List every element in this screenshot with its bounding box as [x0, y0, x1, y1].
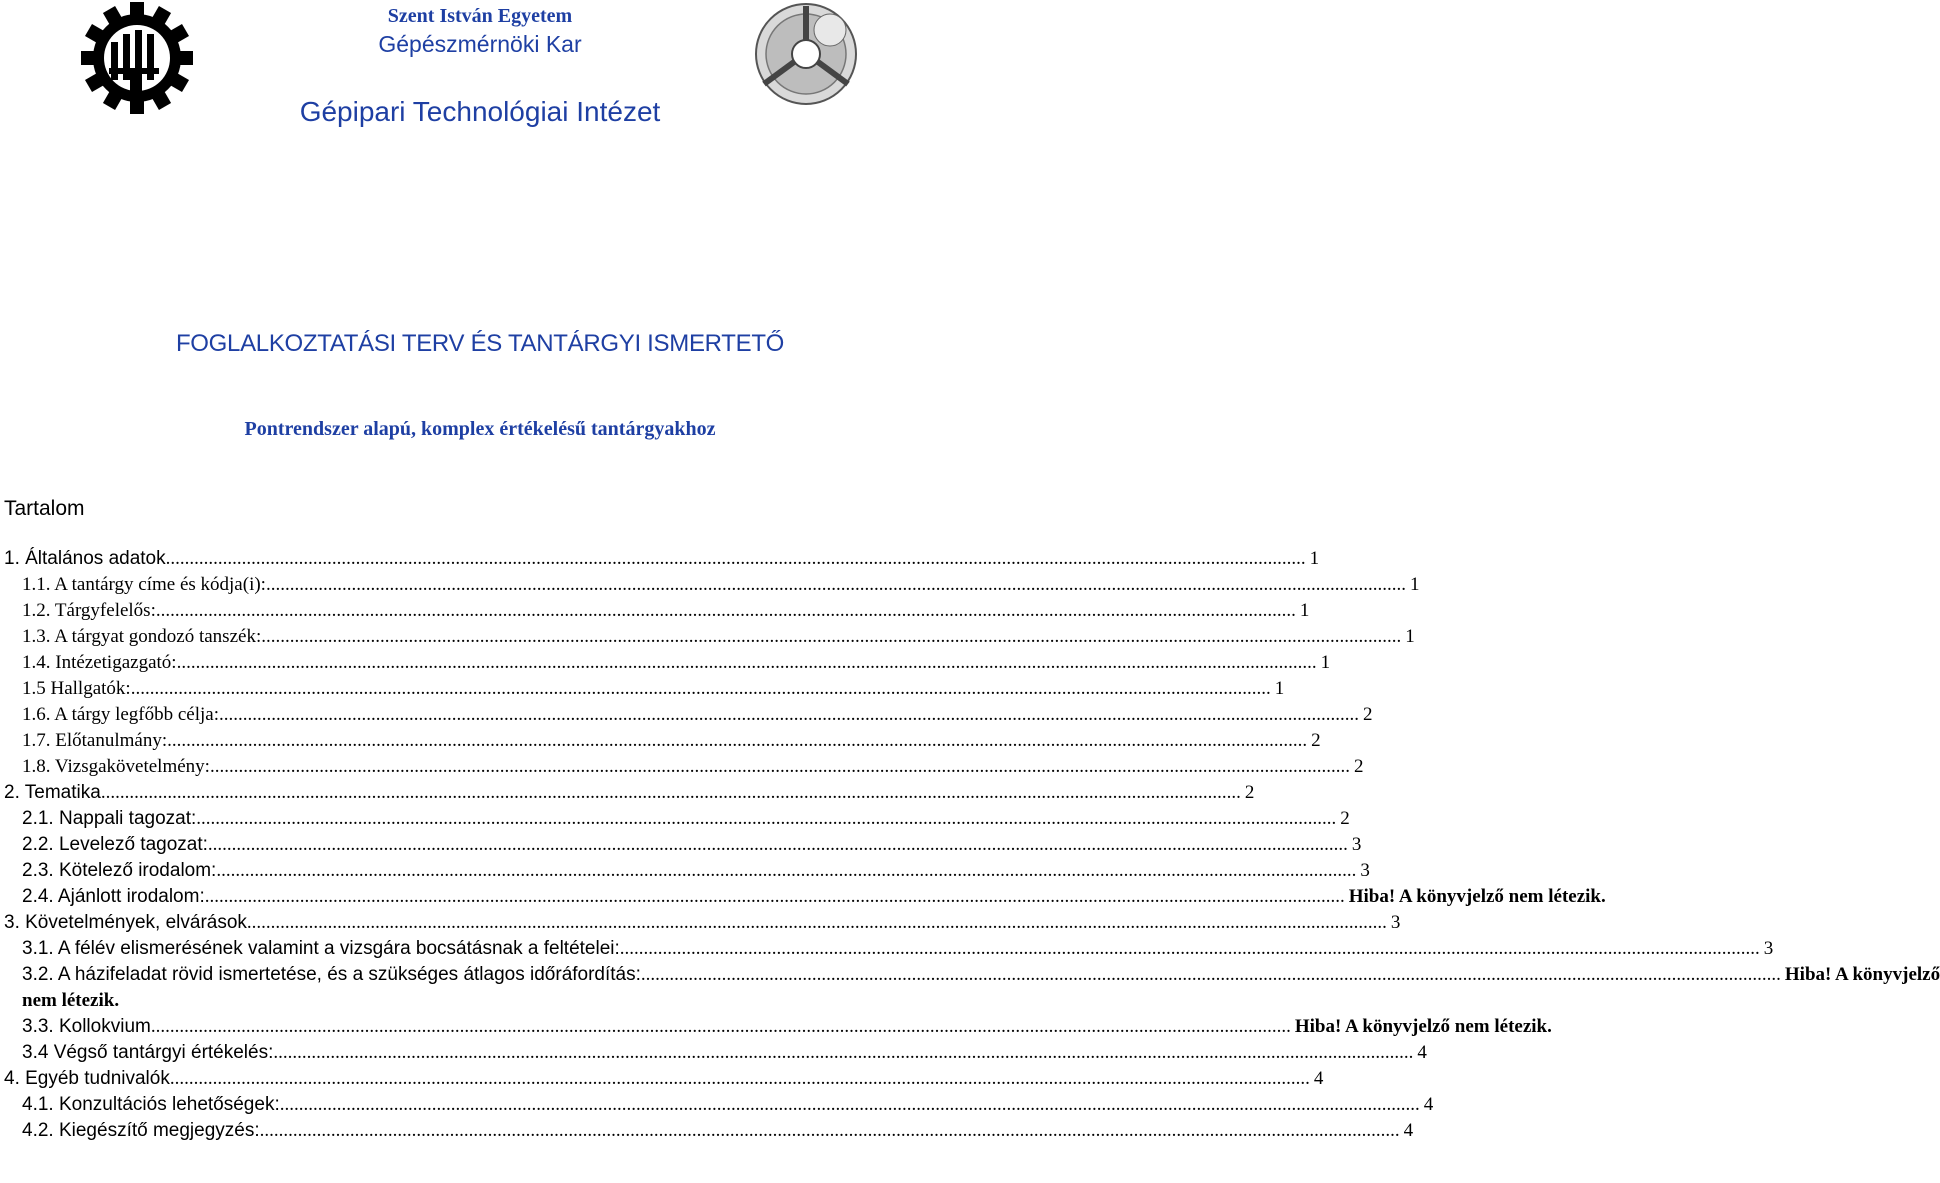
faculty-name: Gépészmérnöki Kar	[378, 31, 582, 57]
toc-entry[interactable]	[22, 754, 1364, 780]
toc-entry-label: 3. Követelmények, elvárások	[4, 912, 247, 933]
toc-entry[interactable]	[22, 832, 1362, 858]
toc-leader-dots	[167, 728, 1307, 754]
toc-entry[interactable]	[22, 936, 1774, 962]
toc-leader-dots	[280, 1092, 1420, 1118]
toc-entry[interactable]	[22, 858, 1370, 884]
toc-entry[interactable]	[22, 1092, 1434, 1118]
toc-leader-dots	[166, 546, 1306, 572]
toc-entry-page: 3	[1763, 938, 1774, 959]
toc-leader-dots	[156, 598, 1296, 624]
toc-entry-page: 2	[1244, 782, 1255, 803]
toc-entry-label: 3.4 Végső tantárgyi értékelés:	[22, 1042, 274, 1063]
toc-leader-dots	[205, 884, 1345, 910]
toc-entry-page: 1	[1309, 548, 1320, 569]
toc-leader-dots	[208, 832, 1348, 858]
university-name: Szent István Egyetem	[387, 5, 573, 27]
toc-leader-dots	[620, 936, 1760, 962]
toc-entry-page-error: Hiba! A könyvjelző nem létezik.	[1348, 886, 1606, 907]
toc-entry-page-error: Hiba! A könyvjelző nem létezik.	[1294, 1016, 1552, 1037]
toc-entry[interactable]	[4, 1066, 1324, 1092]
toc-entry-page: 3	[1390, 912, 1401, 933]
toc-entry-page-error: Hiba! A könyvjelző	[1784, 964, 1940, 985]
toc-entry[interactable]	[4, 910, 1401, 936]
toc-entry-page: 3	[1360, 860, 1370, 881]
toc-leader-dots	[219, 702, 1359, 728]
toc-entry-label: 1.6. A tárgy legfőbb célja:	[22, 704, 219, 725]
toc-entry-page: 2	[1311, 730, 1321, 751]
toc-leader-dots	[196, 806, 1336, 832]
document-subtitle: Pontrendszer alapú, komplex értékelésű tantárgyakhoz	[244, 418, 716, 440]
toc-entry-label: 2.1. Nappali tagozat:	[22, 808, 197, 829]
toc-entry[interactable]	[22, 884, 1606, 910]
toc-entry-label: 4.1. Konzultációs lehetőségek:	[22, 1094, 280, 1115]
toc-entry-label: 1.5 Hallgatók:	[22, 678, 131, 699]
toc-error-continuation: nem létezik.	[22, 990, 120, 1011]
toc-entry[interactable]	[22, 624, 1415, 650]
toc-leader-dots	[247, 910, 1387, 936]
toc-entry[interactable]	[22, 702, 1373, 728]
toc-entry-label: 1.4. Intézetigazgató:	[22, 652, 177, 673]
toc-entry-label: 1.3. A tárgyat gondozó tanszék:	[22, 626, 262, 647]
toc-entry[interactable]	[22, 806, 1350, 832]
toc-entry-page: 1	[1299, 600, 1310, 621]
toc-entry-page: 1	[1274, 678, 1285, 699]
toc-entry-page: 4	[1423, 1094, 1434, 1115]
toc-entry-page: 1	[1405, 626, 1415, 647]
toc-entry-page: 4	[1417, 1042, 1427, 1063]
toc-entry-label: 1.8. Vizsgakövetelmény:	[22, 756, 210, 777]
institute-name: Gépipari Technológiai Intézet	[299, 96, 661, 127]
toc-entry[interactable]	[22, 1118, 1414, 1144]
toc-entry-label: 3.2. A házifeladat rövid ismertetése, és a szükséges átlagos időráfordítás:	[22, 964, 641, 985]
toc-entry-label: 2.4. Ajánlott irodalom:	[22, 886, 205, 907]
toc-entry[interactable]	[22, 728, 1321, 754]
toc-entry-page: 2	[1363, 704, 1373, 725]
toc-entry[interactable]	[4, 780, 1255, 806]
toc-entry[interactable]	[4, 546, 1320, 572]
toc-entry-page: 2	[1340, 808, 1350, 829]
toc-heading: Tartalom	[4, 497, 85, 520]
toc-entry-label: 3.1. A félév elismerésének valamint a vizsgára bocsátásnak a feltételei:	[22, 938, 620, 959]
toc-leader-dots	[266, 572, 1406, 598]
toc-leader-dots	[210, 754, 1350, 780]
toc-entry-label: 1.2. Tárgyfelelős:	[22, 600, 156, 621]
toc-entry-page: 4	[1313, 1068, 1324, 1089]
toc-entry-label: 1.7. Előtanulmány:	[22, 730, 168, 751]
toc-entry[interactable]	[22, 572, 1420, 598]
toc-leader-dots	[177, 650, 1317, 676]
toc-entry-label: 2.3. Kötelező irodalom:	[22, 860, 217, 881]
toc-entry-label: 4. Egyéb tudnivalók	[4, 1068, 170, 1089]
toc-leader-dots	[261, 624, 1401, 650]
toc-entry-label: 2. Tematika	[4, 782, 101, 803]
toc-leader-dots	[170, 1066, 1310, 1092]
toc-entry-label: 1. Általános adatok	[4, 548, 166, 569]
toc-entry-page: 1	[1409, 574, 1420, 595]
toc-leader-dots	[273, 1040, 1413, 1066]
toc-entry-page: 2	[1353, 756, 1364, 777]
toc-entry[interactable]	[22, 650, 1331, 676]
toc-entry[interactable]	[22, 1040, 1427, 1066]
toc-entry-label: 2.2. Levelező tagozat:	[22, 834, 208, 855]
toc-leader-dots	[641, 962, 1781, 988]
toc-entry-page: 3	[1351, 834, 1362, 855]
toc-entry-label: 1.1. A tantárgy címe és kódja(i):	[22, 574, 266, 595]
toc-entry[interactable]	[22, 676, 1285, 702]
toc-leader-dots	[151, 1014, 1291, 1040]
toc-entry-label: 3.3. Kollokvium	[22, 1016, 151, 1037]
toc-leader-dots	[216, 858, 1356, 884]
toc-entry[interactable]	[22, 598, 1310, 624]
toc-entry-page: 4	[1403, 1120, 1414, 1141]
toc-leader-dots	[101, 780, 1241, 806]
toc-entry-label: 4.2. Kiegészítő megjegyzés:	[22, 1120, 260, 1141]
toc-entry[interactable]	[22, 1014, 1552, 1040]
toc-leader-dots	[260, 1118, 1400, 1144]
toc-leader-dots	[131, 676, 1271, 702]
toc-entry-page: 1	[1320, 652, 1331, 673]
toc-entry[interactable]	[22, 962, 1940, 988]
document-title: FOGLALKOZTATÁSI TERV ÉS TANTÁRGYI ISMERTETŐ	[175, 330, 785, 357]
